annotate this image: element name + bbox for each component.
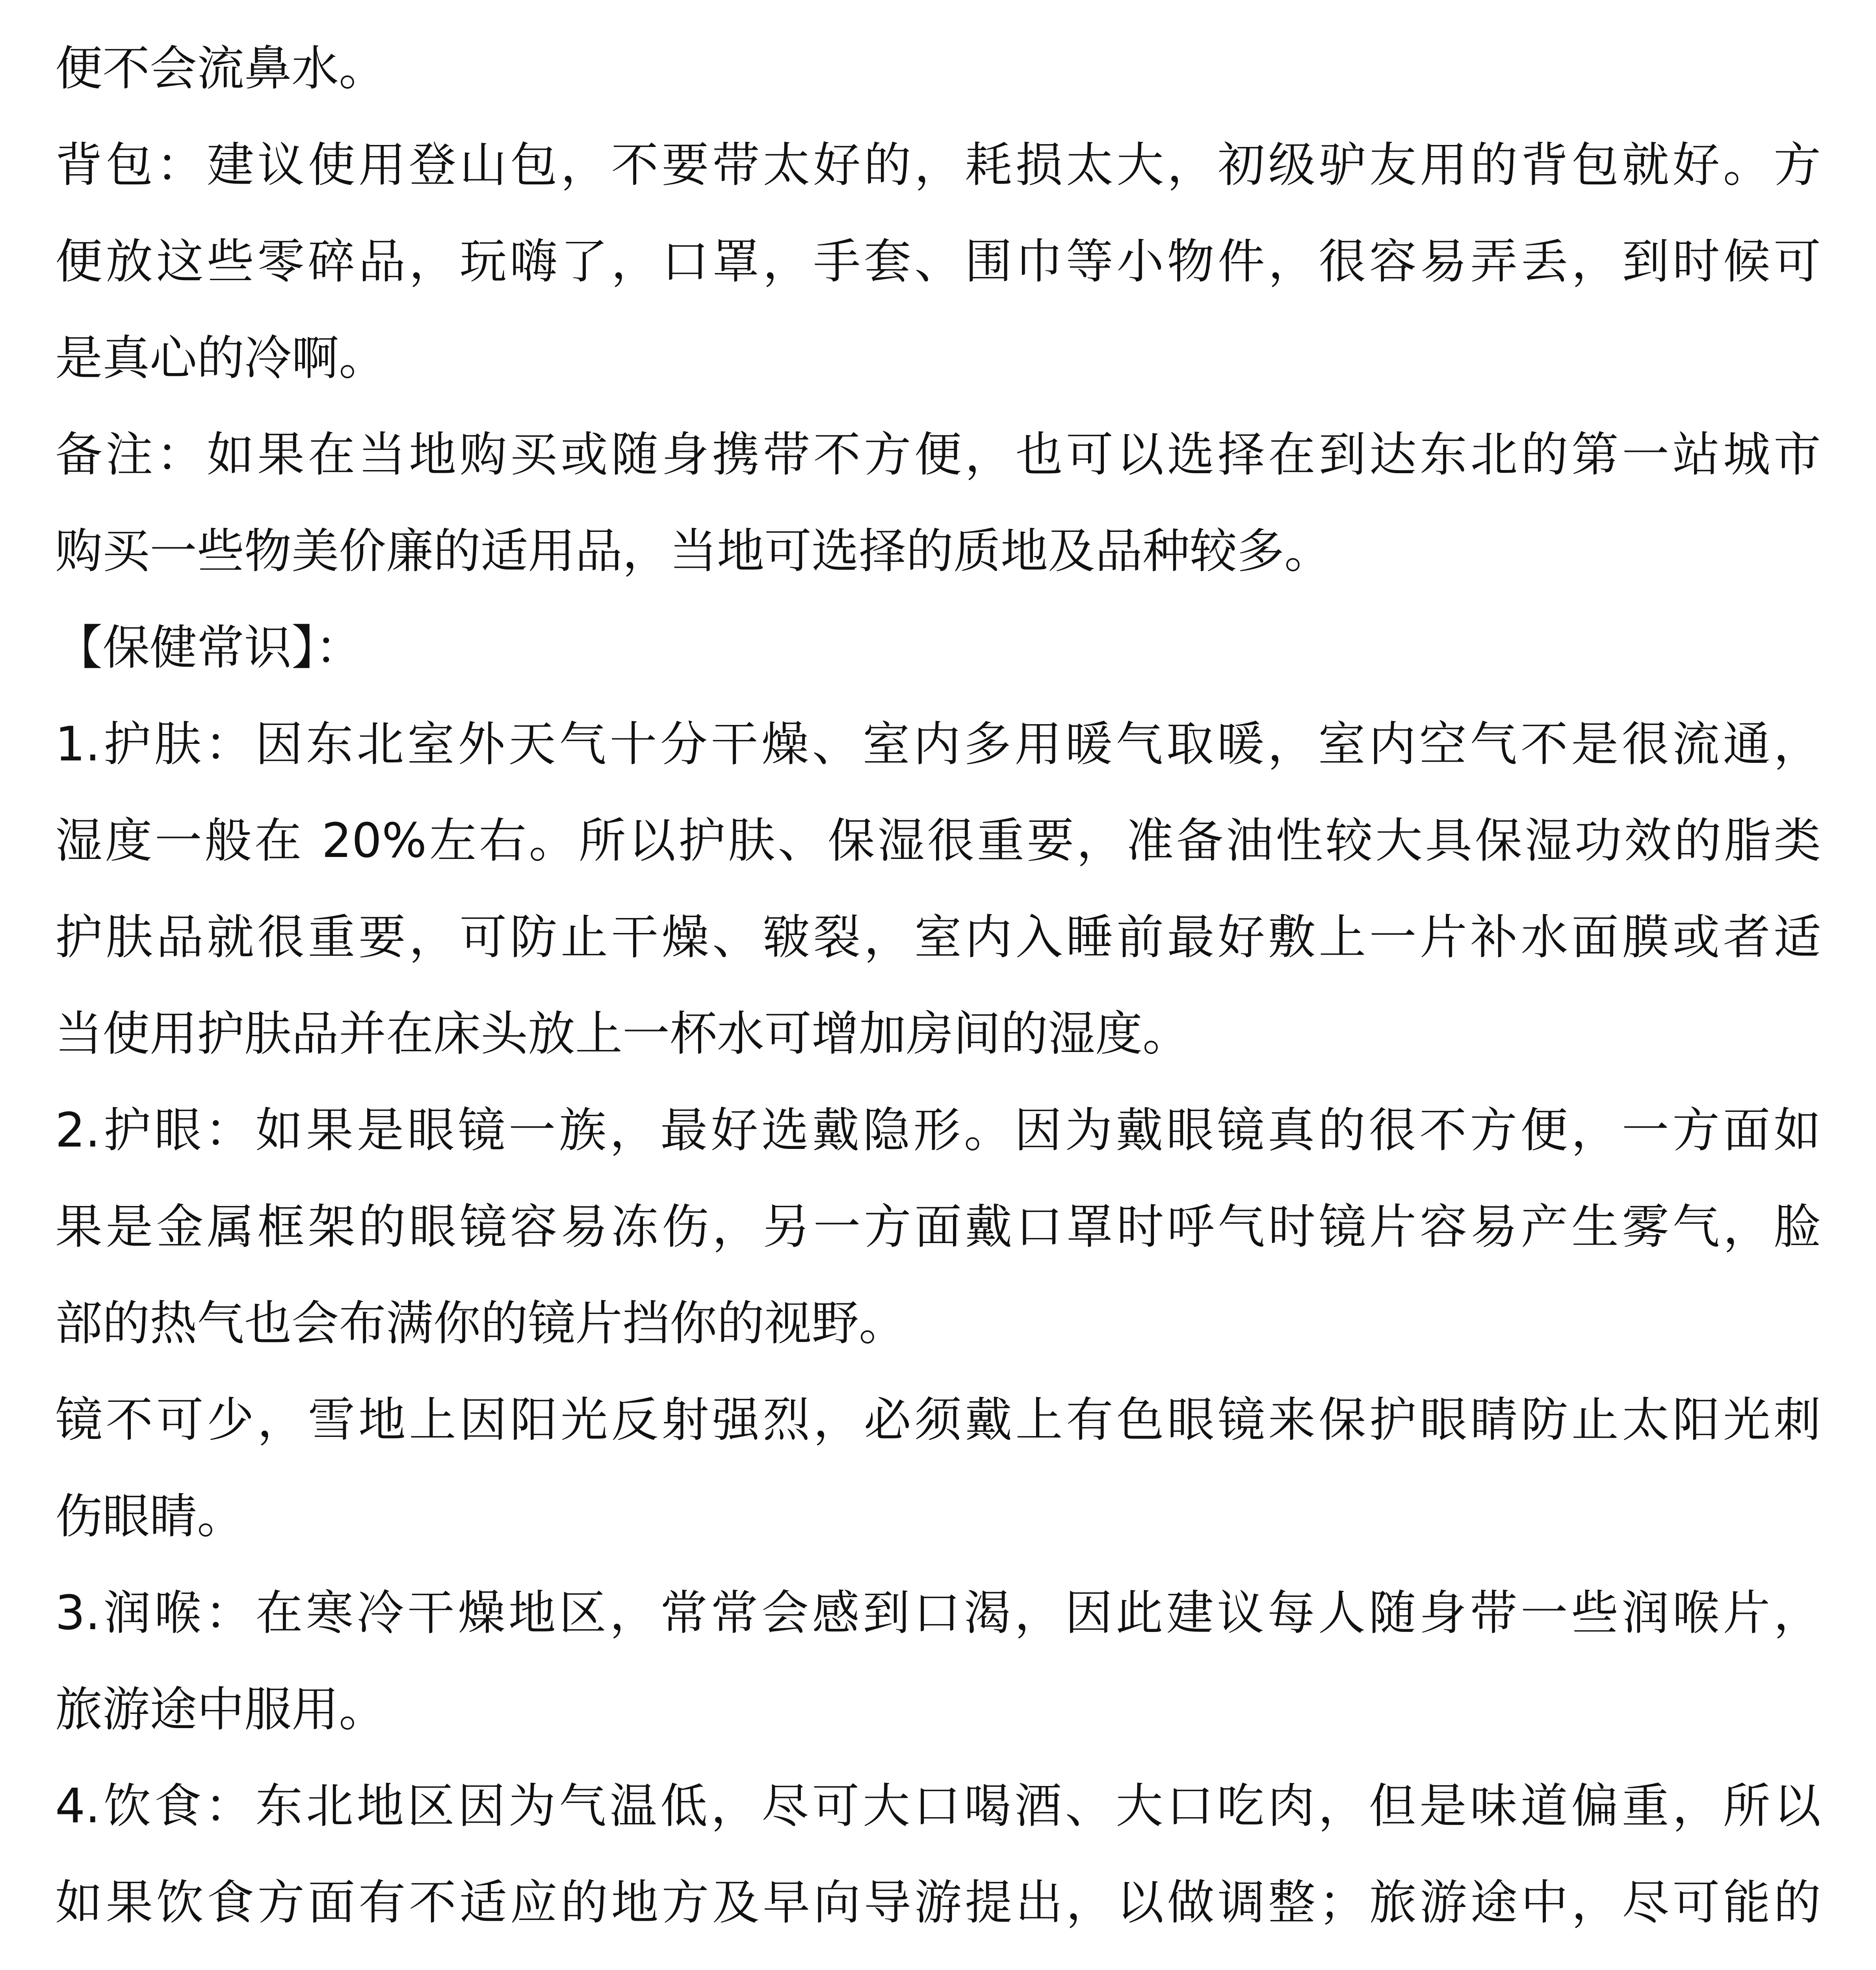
text-line: 购买一些物美价廉的适用品，当地可选择的质地及品种较多。 [55,524,1332,579]
text-line [55,1951,1821,1970]
text-line: 如果饮食方面有不适应的地方及早向导游提出，以做调整；旅游途中，尽可能的 [55,1875,1821,1930]
text-line: 便放这些零碎品，玩嗨了，口罩，手套、围巾等小物件，很容易弄丢，到时候可 [55,234,1821,289]
text-line: 部的热气也会布满你的镜片挡你的视野。 [55,1296,906,1351]
text-line: 备注：如果在当地购买或随身携带不方便，也可以选择在到达东北的第一站城市 [55,427,1821,482]
section-heading: 【保健常识】： [55,621,362,675]
text-line: 是真心的冷啊。 [55,331,386,386]
text-line: 护肤品就很重要，可防止干燥、皲裂，室内入睡前最好敷上一片补水面膜或者适 [55,910,1821,965]
text-line: 当使用护肤品并在床头放上一杯水可增加房间的湿度。 [55,1007,1190,1061]
text-line: 背包：建议使用登山包，不要带太好的，耗损太大，初级驴友用的背包就好。方 [55,138,1821,193]
text-line: 便不会流鼻水。 [55,41,386,96]
text-line: 2.护眼：如果是眼镜一族，最好选戴隐形。因为戴眼镜真的很不方便，一方面如 [55,1103,1821,1158]
text-line: 1.护肤：因东北室外天气十分干燥、室内多用暖气取暖，室内空气不是很流通， [55,717,1821,772]
text-line: 镜不可少，雪地上因阳光反射强烈，必须戴上有色眼镜来保护眼睛防止太阳光刺 [55,1393,1821,1448]
text-line: 旅游途中服用。 [55,1682,386,1737]
text-line: 4.饮食：东北地区因为气温低，尽可大口喝酒、大口吃肉，但是味道偏重，所以 [55,1779,1821,1834]
text-line: 湿度一般在 20%左右。所以护肤、保湿很重要，准备油性较大具保湿功效的脂类 [55,814,1821,868]
text-line: 伤眼睛。 [55,1489,244,1544]
text-line: 果是金属框架的眼镜容易冻伤，另一方面戴口罩时呼气时镜片容易产生雾气，脸 [55,1200,1821,1254]
text-line: 3.润喉：在寒冷干燥地区，常常会感到口渴，因此建议每人随身带一些润喉片， [55,1586,1821,1641]
